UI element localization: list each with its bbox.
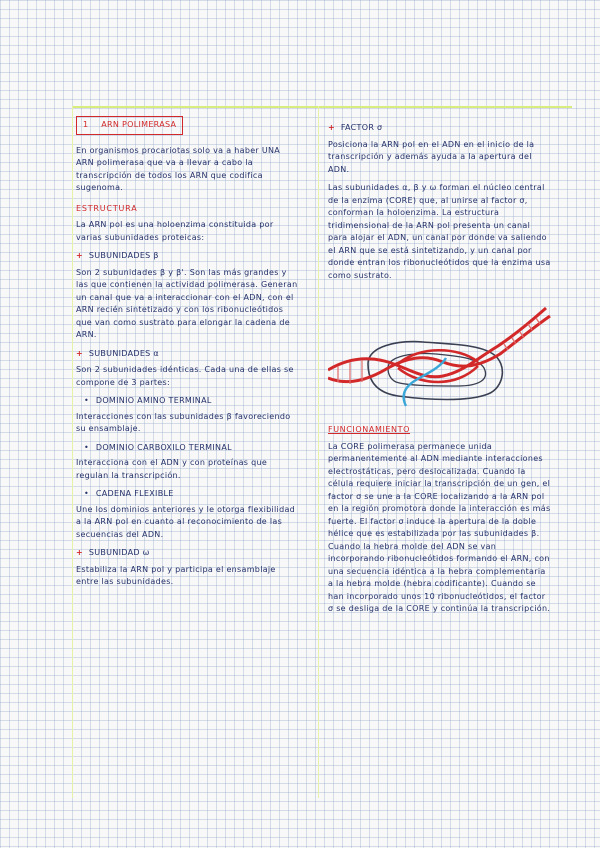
structure-heading: ESTRUCTURA	[76, 203, 138, 213]
dna-bubble-top	[398, 350, 478, 364]
omega-heading: SUBUNIDAD ω	[88, 548, 150, 557]
plus-marker-icon: +	[76, 548, 84, 557]
sigma-heading-row	[328, 122, 552, 135]
alpha-heading-row	[76, 348, 298, 361]
beta-heading-row	[76, 250, 298, 263]
top-margin-line	[72, 106, 572, 108]
dna-strand-2	[328, 316, 550, 382]
alpha-part-heading	[84, 395, 298, 408]
alpha-part-text: Interacciona con el ADN y con proteínas que regulan la transcripción.	[76, 458, 268, 480]
beta-heading: SUBUNIDADES β	[88, 251, 159, 260]
function-paragraph: La CORE polimerasa permanece unida permanentemente al ADN mediante interacciones electrostáticas, pero deslocalizada. Cuando la célula requiere iniciar la transcripción de un gen, el factor σ se une a la CORE localizando a la ARN pol en la región promotora donde la interacción es más fuerte. El factor σ induce la apertura de la doble hélice que es estabilizada por las subunidades β. Cuando la hebra molde del ADN se van incorporando ribonucleótidos formando el ARN, con una secuencia idéntica a la hebra complementaria a la hebra molde (hebra codificante). Cuando se han incorporado unos 10 ribonucleótidos, el factor σ se desliga de la CORE y continúa la transcripción.	[328, 441, 551, 613]
beta-paragraph: Son 2 subunidades β y β'. Son las más grandes y las que contienen la actividad polimerasa. Generan un canal que va a interaccionar con el ADN, con el ARN recién sintetizado y con los ribonucleótidos que van como sustrato para elongar la cadena de ARN.	[76, 267, 298, 339]
omega-paragraph: Estabiliza la ARN pol y participa el ensamblaje entre las subunidades.	[76, 564, 276, 586]
plus-marker-icon: +	[76, 348, 84, 358]
alpha-heading: SUBUNIDADES α	[88, 348, 159, 358]
alpha-part-text: Une los dominios anteriores y le otorga flexibilidad a la ARN pol en cuanto al reconocimiento de las secuencias del ADN.	[76, 504, 296, 539]
right-column	[328, 116, 552, 622]
alpha-paragraph: Son 2 subunidades idénticas. Cada una de ellas se compone de 3 partes:	[76, 365, 294, 387]
alpha-part-text: Interacciones con las subunidades β favoreciendo su ensamblaje.	[76, 411, 291, 433]
sigma-heading: FACTOR σ	[340, 123, 383, 132]
intro-paragraph: En organismos procariotas solo va a haber UNA ARN polimerasa que va a llevar a cabo la transcripción de todos los ARN que codifica sugenoma.	[76, 145, 281, 192]
plus-marker-icon: +	[76, 251, 84, 260]
omega-heading-row	[76, 547, 298, 560]
function-heading: FUNCIONAMIENTO	[328, 425, 411, 434]
structure-detail-paragraph: Las subunidades α, β y ω forman el núcleo central de la enzima (CORE) que, al unirse al factor σ, conforman la holoenzima. La estructura tridimensional de la ARN pol presenta un canal para alojar el ADN, un canal por donde va saliendo el ARN que se está sintetizando, y un canal por donde entran los ribonucleótidos que la enzima usa como sustrato.	[328, 183, 551, 280]
alpha-part-name: CADENA FLEXIBLE	[95, 489, 174, 498]
structure-paragraph: La ARN pol es una holoenzima constituida por varias subunidades proteicas:	[76, 220, 274, 242]
column-divider	[318, 106, 319, 798]
left-margin-line	[72, 106, 73, 798]
alpha-part-heading	[84, 442, 298, 455]
left-column	[76, 116, 298, 595]
bullet-icon: •	[84, 442, 90, 452]
rna-polymerase-illustration	[328, 296, 552, 416]
bullet-icon: •	[84, 489, 90, 498]
bullet-icon: •	[84, 396, 90, 405]
section-title-box	[76, 116, 183, 135]
sigma-paragraph: Posiciona la ARN pol en el ADN en el inicio de la transcripción y además ayuda a la apertura del ADN.	[328, 139, 535, 174]
alpha-part-name: DOMINIO CARBOXILO TERMINAL	[95, 442, 232, 452]
rna-polymerase-drawing	[328, 296, 552, 416]
alpha-part-heading	[84, 488, 298, 501]
alpha-part-name: DOMINIO AMINO TERMINAL	[95, 396, 212, 405]
plus-marker-icon: +	[328, 123, 336, 132]
section-title: ARN POLIMERASA	[101, 120, 177, 129]
section-number: 1	[83, 120, 89, 129]
